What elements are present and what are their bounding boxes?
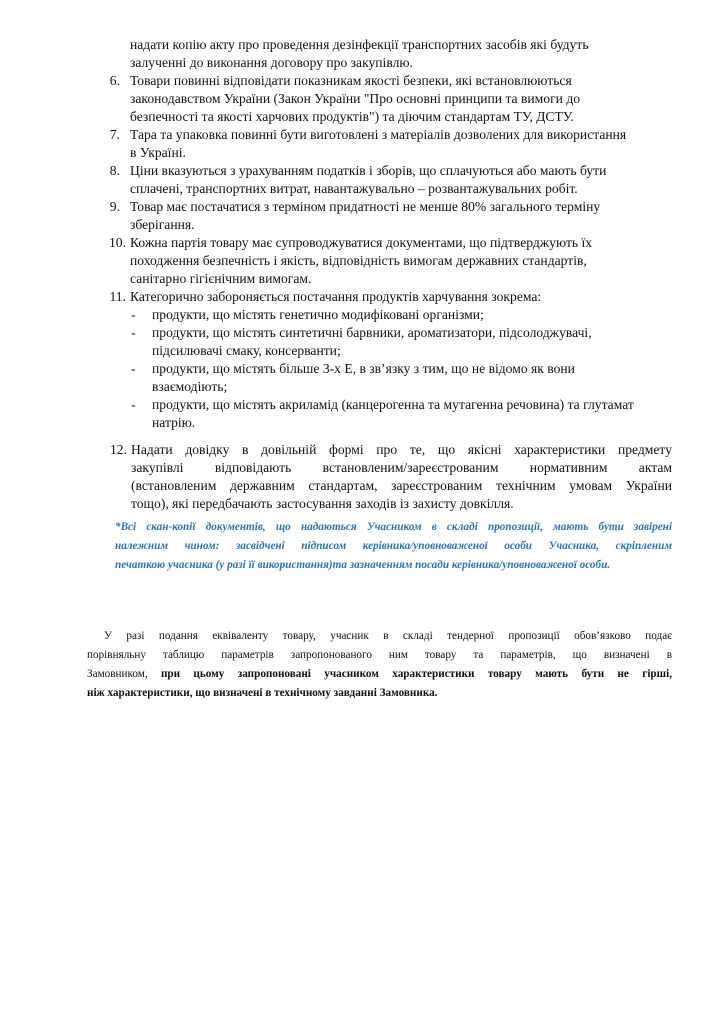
bullet-4-line-2: натрію.: [152, 415, 196, 430]
item-12-number: 12.: [110, 442, 127, 457]
item-12-line-1: Надати довідку в довільній формі про те, що якісні характеристики предмету: [131, 442, 672, 457]
bullet-3-line-2: взаємодіють;: [152, 379, 228, 394]
item-6-number: 6.: [109, 73, 120, 88]
equivalent-line-4: [87, 684, 437, 703]
bullet-dash: -: [131, 307, 136, 322]
item-7-line-1: Тара та упаковка повинні бути виготовлені з матеріалів дозволених для використання: [130, 127, 627, 142]
equivalent-line-2: порівняльну таблицю параметрів запропонованого ним товару та параметрів, що визначені в: [87, 649, 672, 661]
equivalent-line-3-bold: при цьому запропоновані учасником характеристики товару мають бути не гірші,: [160, 668, 672, 680]
equivalent-line-4-bold: ніж характеристики, що визначені в технічному завданні Замовника.: [87, 687, 438, 699]
item-12-line-4: тощо), які передбачають застосування заходів із захисту довкілля.: [131, 496, 514, 511]
item-10-number: 10.: [109, 235, 126, 250]
item-9-number: 9.: [109, 199, 120, 214]
item-6-line-2: законодавством України (Закон України "Про основні принципи та вимоги до: [130, 91, 581, 106]
item-6-line-1: Товари повинні відповідати показникам якості безпеки, які встановлюються: [130, 73, 572, 88]
item-8-line-2: сплачені, транспортних витрат, навантажувально – розвантажувальних робіт.: [130, 181, 578, 196]
note-line-1: *Всі скан-копії документів, що надаються Учасником в складі пропозиції, мають бути завірені: [115, 521, 672, 533]
item-8-line-1: Ціни вказуються з урахуванням податків і зборів, що сплачуються або мають бути: [130, 163, 607, 178]
item-10-line-2: походження безпечність і якість, відповідність вимогам державних стандартів,: [130, 253, 587, 268]
note-line-3: печаткою учасника (у разі її використання)та зазначенням посади керівника/уповноваженої особи.: [115, 559, 611, 571]
equivalent-line-3-normal: Замовником,: [87, 668, 161, 680]
note-line-2: належним чином: засвідчені підписом керівника/уповноваженої особи Учасника, скріпленим: [115, 540, 672, 552]
item-7-number: 7.: [109, 127, 120, 142]
item-5-cont-line-2: залученні до виконання договору про закупівлю.: [130, 55, 413, 70]
bullet-2-line-2: підсилювачі смаку, консерванти;: [152, 343, 341, 358]
item-6-line-3: безпечності та якості харчових продуктів") та діючим стандартам ТУ, ДСТУ.: [130, 109, 574, 124]
item-7-line-2: в Україні.: [130, 145, 186, 160]
item-5-cont-line-1: надати копію акту про проведення дезінфекції транспортних засобів які будуть: [130, 37, 589, 52]
item-12-line-2: закупівлі відповідають встановленим/зареєстрованим нормативним актам: [131, 460, 672, 475]
item-9-line-1: Товар має постачатися з терміном придатності не менше 80% загального терміну: [130, 199, 601, 214]
bullet-1-line-1: продукти, що містять генетично модифіковані організми;: [152, 307, 484, 322]
item-11-number: 11.: [109, 289, 126, 304]
item-12-line-3: (встановленим державним стандартам, зареєстрованим технічним умовам України: [131, 478, 672, 493]
equivalent-line-3: [87, 665, 672, 684]
item-9-line-2: зберігання.: [130, 217, 195, 232]
bullet-dash: -: [131, 361, 136, 376]
bullet-3-line-1: продукти, що містять більше 3-х Е, в зв’язку з тим, що не відомо як вони: [152, 361, 575, 376]
bullet-dash: -: [131, 325, 136, 340]
bullet-2-line-1: продукти, що містять синтетичні барвники, ароматизатори, підсолоджувачі,: [152, 325, 592, 340]
equivalent-line-1: У разі подання еквіваленту товару, учасник в складі тендерної пропозиції обов’язково подає: [104, 630, 672, 642]
item-8-number: 8.: [109, 163, 120, 178]
item-11-line-1: Категорично забороняється постачання продуктів харчування зокрема:: [130, 289, 542, 304]
bullet-dash: -: [131, 397, 136, 412]
item-10-line-1: Кожна партія товару має супроводжуватися документами, що підтверджують їх: [130, 235, 593, 250]
item-10-line-3: санітарно гігієнічним вимогам.: [130, 271, 312, 286]
bullet-4-line-1: продукти, що містять акриламід (канцерогенна та мутагенна речовина) та глутамат: [152, 397, 634, 412]
